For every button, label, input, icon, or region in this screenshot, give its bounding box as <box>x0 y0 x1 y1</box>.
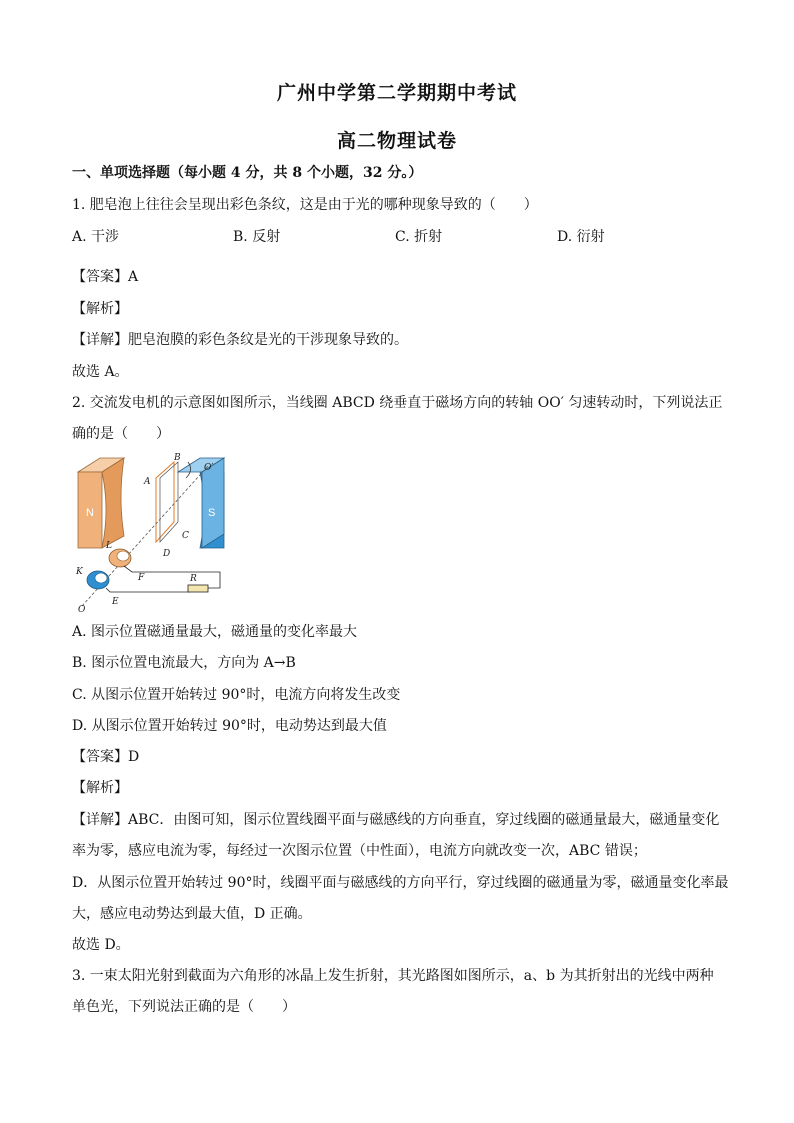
label-b: B <box>174 453 181 463</box>
label-s: S <box>208 507 216 519</box>
q3-stem-line2: 单色光，下列说法正确的是（ ） <box>72 999 296 1015</box>
label-n: N <box>86 507 94 519</box>
label-f: F <box>138 573 145 583</box>
q1-analysis: 【解析】 <box>72 301 128 317</box>
q2-option-d: D. 从图示位置开始转过 90°时，电动势达到最大值 <box>72 718 387 734</box>
slip-ring-k <box>87 571 109 589</box>
q2-option-a: A. 图示位置磁通量最大，磁通量的变化率最大 <box>72 624 358 640</box>
q2-analysis: 【解析】 <box>72 780 128 796</box>
label-e: E <box>112 597 119 607</box>
label-k: K <box>76 567 83 577</box>
q1-answer: 【答案】A <box>72 269 139 285</box>
q1-detail: 【详解】肥皂泡膜的彩色条纹是光的干涉现象导致的。 <box>72 332 408 348</box>
q2-option-b: B. 图示位置电流最大，方向为 A→B <box>72 655 296 671</box>
q1-option-c: C. 折射 <box>395 229 443 245</box>
coil-abcd <box>156 462 178 542</box>
q2-option-c: C. 从图示位置开始转过 90°时，电流方向将发生改变 <box>72 687 401 703</box>
q1-option-d: D. 衍射 <box>557 229 605 245</box>
q1-stem: 1. 肥皂泡上往往会呈现出彩色条纹，这是由于光的哪种现象导致的（ ） <box>72 197 538 213</box>
generator-diagram <box>70 448 230 614</box>
q1-option-a: A. 干涉 <box>72 229 120 245</box>
q1-option-b: B. 反射 <box>233 229 281 245</box>
label-o: O <box>78 605 86 614</box>
q2-conclusion: 故选 D。 <box>72 937 130 953</box>
q2-stem-line1: 2. 交流发电机的示意图如图所示，当线圈 ABCD 绕垂直于磁场方向的转轴 OO′ 匀速转动时，下列说法正 <box>72 395 723 411</box>
label-a: A <box>144 477 151 487</box>
exam-title: 广州中学第二学期期中考试 <box>276 82 517 104</box>
q1-conclusion: 故选 A。 <box>72 364 129 380</box>
label-d: D <box>163 549 171 559</box>
section-heading: 一、单项选择题（每小题 4 分，共 8 个小题，32 分。） <box>72 165 423 181</box>
magnet-n <box>78 458 124 548</box>
q2-answer: 【答案】D <box>72 749 140 765</box>
q2-detail-line1: 【详解】ABC．由图可知，图示位置线圈平面与磁感线的方向垂直，穿过线圈的磁通量最大，磁通量变化 <box>72 812 720 828</box>
label-o-prime: O′ <box>204 463 214 473</box>
q2-detail-line4: 大，感应电动势达到最大值，D 正确。 <box>72 906 312 922</box>
slip-ring-l <box>109 549 131 567</box>
label-l: L <box>106 541 112 551</box>
exam-subtitle: 高二物理试卷 <box>336 130 457 152</box>
q2-detail-line2: 率为零，感应电流为零，每经过一次图示位置（中性面），电流方向就改变一次，ABC 错误； <box>72 843 647 859</box>
q2-stem-line2: 确的是（ ） <box>72 426 170 442</box>
label-c: C <box>182 531 189 541</box>
q2-detail-line3: D．从图示位置开始转过 90°时，线圈平面与磁感线的方向平行，穿过线圈的磁通量为零，磁通量变化率最 <box>72 875 729 891</box>
q3-stem-line1: 3. 一束太阳光射到截面为六角形的冰晶上发生折射，其光路图如图所示，a、b 为其折射出的光线中两种 <box>72 968 714 984</box>
resistor-r <box>188 585 208 592</box>
label-r: R <box>190 574 197 584</box>
